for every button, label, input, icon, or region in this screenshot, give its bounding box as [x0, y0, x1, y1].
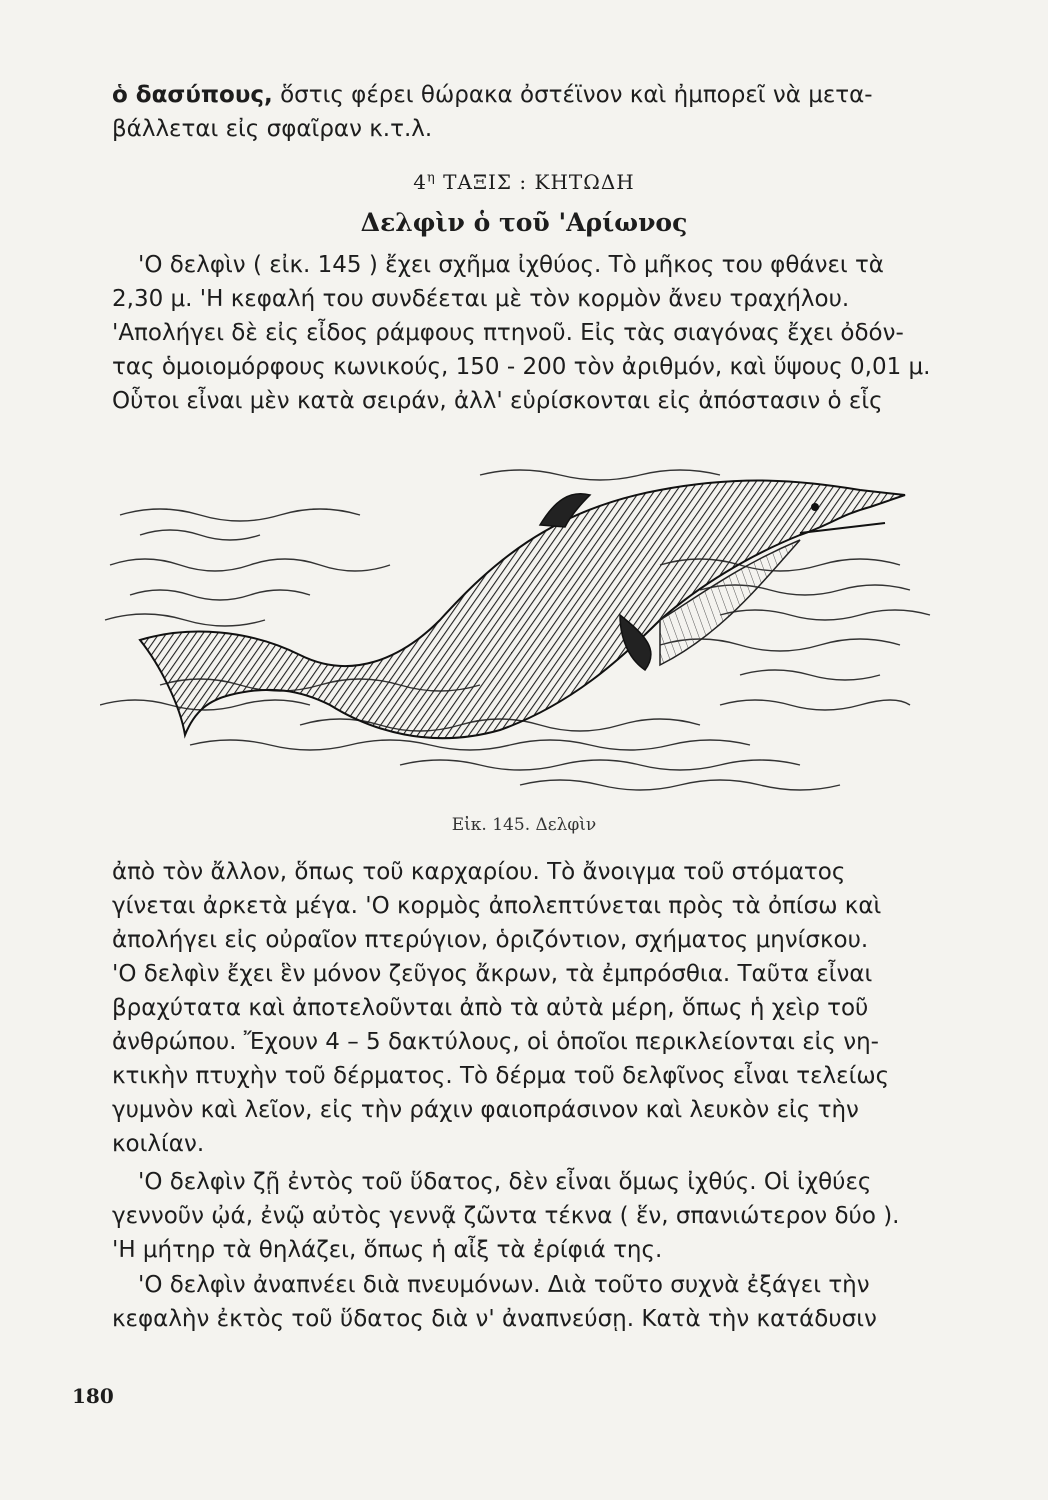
intro-line-1-rest: ὅστις φέρει θώρακα ὀστέϊνον καὶ ἠμπορεῖ νὰ μετα- [272, 82, 873, 108]
order-text: ΤΑΞΙΣ : ΚΗΤΩΔΗ [435, 170, 635, 194]
intro-line-1 [112, 78, 950, 112]
dolphin-illustration [100, 445, 940, 805]
text-line: ἀπολήγει εἰς οὐραῖον πτερύγιον, ὁριζόντιον, σχήματος μηνίσκου. [112, 927, 869, 953]
text-line: 'Ο δελφὶν ζῇ ἐντὸς τοῦ ὕδατος, δὲν εἶναι ὅμως ἰχθύς. Οἱ ἰχθύες [138, 1169, 872, 1195]
paragraph-2 [112, 1165, 950, 1267]
dolphin-body [140, 481, 905, 739]
text-line: βραχύτατα καὶ ἀποτελοῦνται ἀπὸ τὰ αὐτὰ μέρη, ὅπως ἡ χεὶρ τοῦ [112, 995, 869, 1021]
text-line: 'Απολήγει δὲ εἰς εἶδος ράμφους πτηνοῦ. Εἰς τὰς σιαγόνας ἔχει ὀδόν- [112, 320, 904, 346]
paragraph-1-continued [112, 855, 950, 1161]
page-number: 180 [72, 1384, 114, 1408]
text-line: γίνεται ἀρκετὰ μέγα. 'Ο κορμὸς ἀπολεπτύνεται πρὸς τὰ ὀπίσω καὶ [112, 893, 882, 919]
text-line: 'Ο δελφὶν ἀναπνέει διὰ πνευμόνων. Διὰ τοῦτο συχνὰ ἐξάγει τὴν [138, 1272, 870, 1298]
text-line: γεννοῦν ᾠά, ἐνῷ αὐτὸς γεννᾷ ζῶντα τέκνα ( ἕν, σπανιώτερον δύο ). [112, 1203, 900, 1229]
paragraph-3 [112, 1268, 950, 1336]
text-line: ἀνθρώπου. Ἔχουν 4 – 5 δακτύλους, οἱ ὁποῖοι περικλείονται εἰς νη- [112, 1029, 879, 1055]
order-heading [0, 170, 1048, 194]
text-line: 'Η μήτηρ τὰ θηλάζει, ὅπως ἡ αἶξ τὰ ἐρίφιά της. [112, 1237, 663, 1263]
text-line: 2,30 μ. 'Η κεφαλή του συνδέεται μὲ τὸν κορμὸν ἄνευ τραχήλου. [112, 286, 850, 312]
text-line: Οὗτοι εἶναι μὲν κατὰ σειράν, ἀλλ' εὑρίσκονται εἰς ἀπόστασιν ὁ εἷς [112, 388, 883, 414]
text-line: ἀπὸ τὸν ἄλλον, ὅπως τοῦ καρχαρίου. Τὸ ἄνοιγμα τοῦ στόματος [112, 859, 846, 885]
text-line: κοιλίαν. [112, 1131, 205, 1157]
intro-bold-term: ὁ δασύπους, [112, 82, 273, 108]
paragraph-1 [112, 248, 950, 418]
order-number: 4 [413, 170, 428, 194]
text-line: 'Ο δελφὶν ( εἰκ. 145 ) ἔχει σχῆμα ἰχθύος. Τὸ μῆκος του φθάνει τὰ [138, 252, 884, 278]
intro-line-2: βάλλεται εἰς σφαῖραν κ.τ.λ. [112, 116, 433, 142]
text-line: κεφαλὴν ἐκτὸς τοῦ ὕδατος διὰ ν' ἀναπνεύσῃ. Κατὰ τὴν κατάδυσιν [112, 1306, 877, 1332]
text-line: γυμνὸν καὶ λεῖον, εἰς τὴν ράχιν φαιοπράσινον καὶ λευκὸν εἰς τὴν [112, 1097, 859, 1123]
figure-caption: Εἰκ. 145. Δελφὶν [451, 815, 597, 835]
section-title: Δελφὶν ὁ τοῦ 'Αρίωνος [360, 208, 688, 237]
order-number-suffix: η [427, 170, 436, 186]
text-line: κτικὴν πτυχὴν τοῦ δέρματος. Τὸ δέρμα τοῦ δελφῖνος εἶναι τελείως [112, 1063, 890, 1089]
text-line: 'Ο δελφὶν ἔχει ἓν μόνον ζεῦγος ἄκρων, τὰ ἐμπρόσθια. Ταῦτα εἶναι [112, 961, 873, 987]
text-line: τας ὁμοιομόρφους κωνικούς, 150 - 200 τὸν ἀριθμόν, καὶ ὕψους 0,01 μ. [112, 354, 931, 380]
intro-text [112, 78, 950, 146]
